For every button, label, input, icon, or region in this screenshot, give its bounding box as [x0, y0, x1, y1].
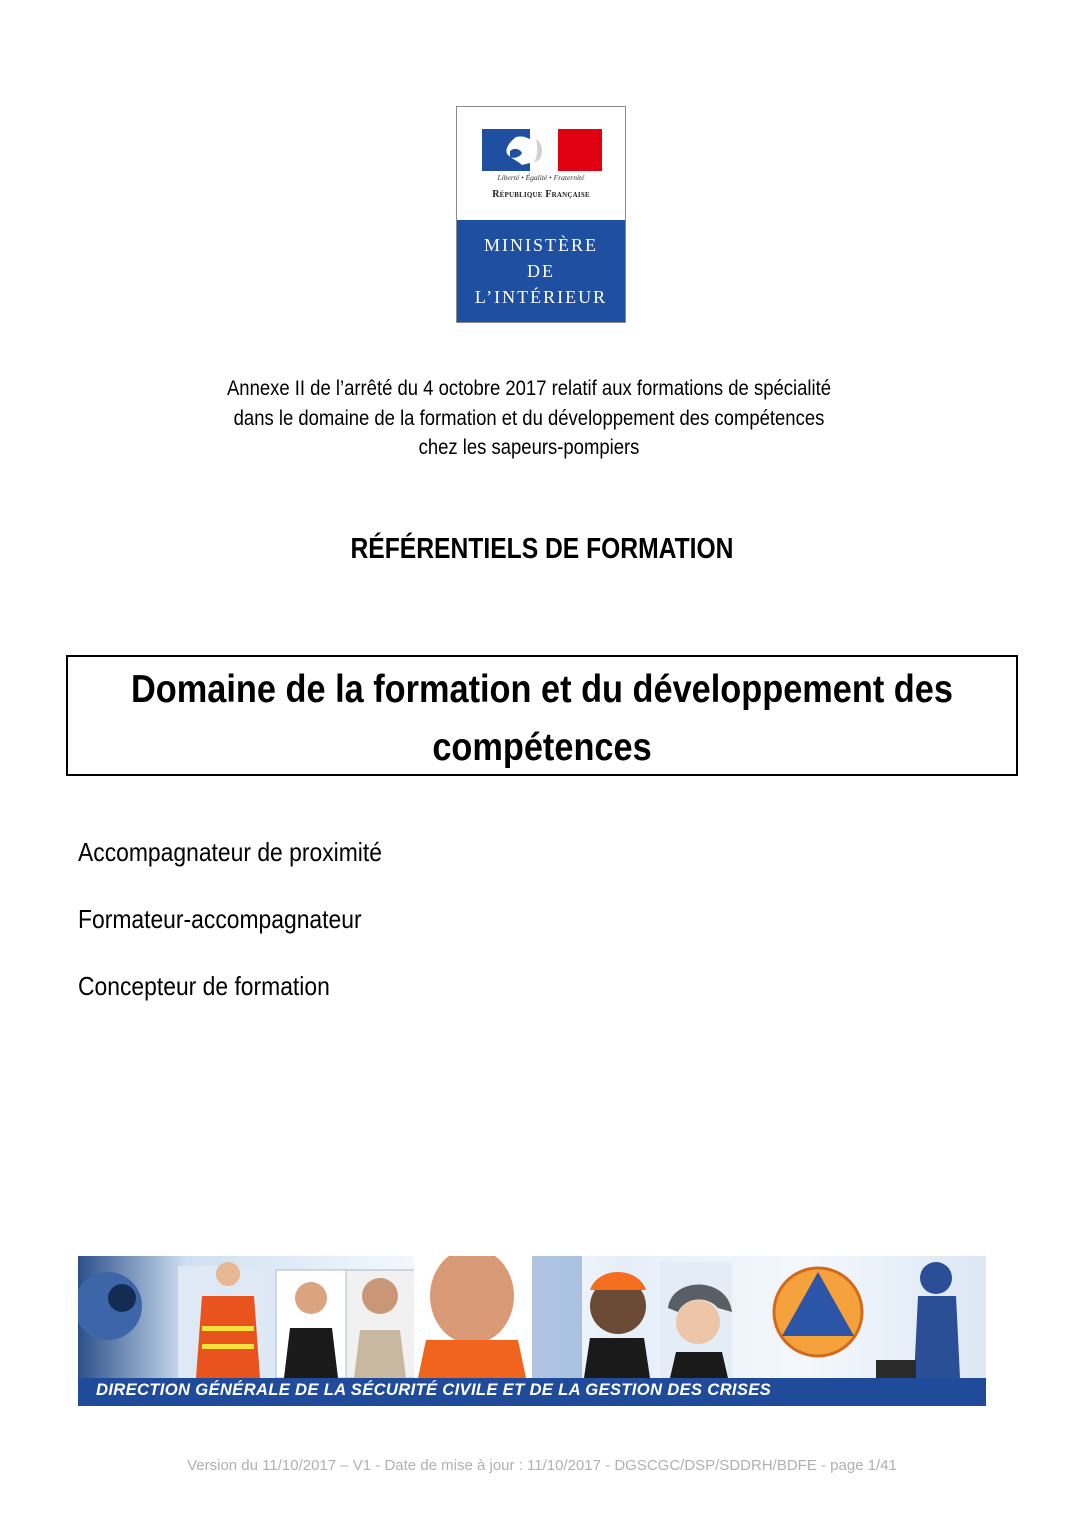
- annexe-line: dans le domaine de la formation et du développement des compétences: [233, 406, 825, 430]
- republic-name: République Française: [492, 189, 590, 200]
- republic-motto: Liberté • Égalité • Fraternité: [497, 173, 585, 182]
- document-title: RÉFÉRENTIELS DE FORMATION: [350, 533, 734, 565]
- ministry-line: DE: [527, 261, 555, 281]
- formation-item: Formateur-accompagnateur: [78, 904, 362, 934]
- annexe-line: chez les sapeurs-pompiers: [418, 436, 640, 459]
- logo-bottom-panel: [457, 220, 625, 322]
- formation-item: Accompagnateur de proximité: [78, 837, 382, 867]
- dgscgc-banner: [78, 1256, 986, 1406]
- annexe-description: [151, 374, 906, 463]
- domain-box: [66, 655, 1018, 776]
- banner-text: DIRECTION GÉNÉRALE DE LA SÉCURITÉ CIVILE ET DE LA GESTION DES CRISES: [96, 1380, 772, 1399]
- formation-list: [78, 835, 778, 1036]
- marianne-flag-icon: [482, 129, 602, 171]
- domain-title: [125, 661, 959, 777]
- formation-item: Concepteur de formation: [78, 971, 330, 1001]
- domain-title-line: compétences: [432, 726, 652, 769]
- logo-top-panel: [457, 107, 625, 220]
- ministry-line: MINISTÈRE: [484, 235, 598, 255]
- domain-title-line: Domaine de la formation et du développement des: [131, 668, 953, 711]
- annexe-line: Annexe II de l’arrêté du 4 octobre 2017 relatif aux formations de spécialité: [226, 377, 832, 400]
- ministry-line: L’INTÉRIEUR: [474, 287, 608, 307]
- page-footer: Version du 11/10/2017 – V1 - Date de mise à jour : 11/10/2017 - DGSCGC/DSP/SDDRH/BDFE - page 1/41: [187, 1457, 897, 1474]
- ministry-logo: [456, 106, 626, 323]
